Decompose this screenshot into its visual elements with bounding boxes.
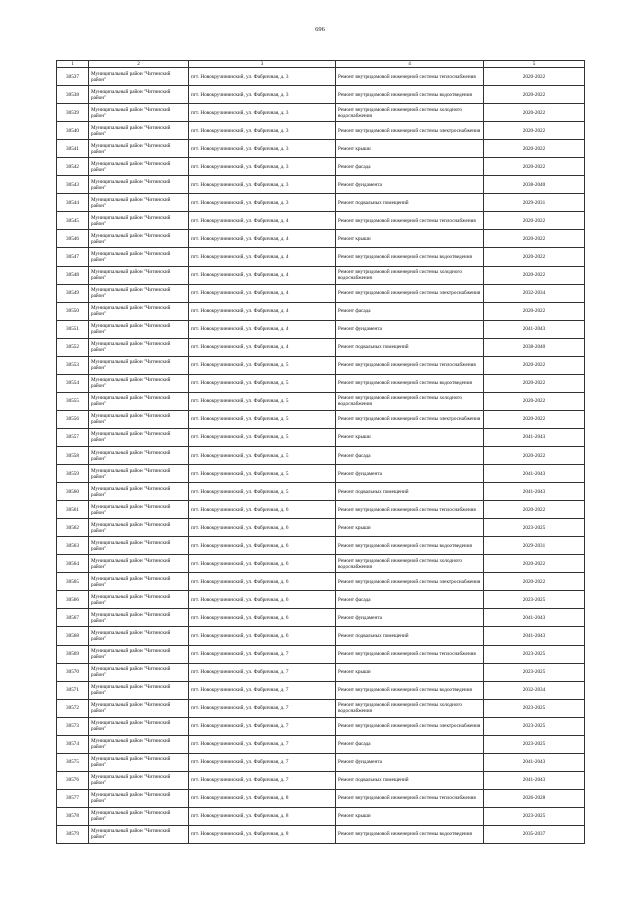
cell-addr: пгт. Новокручининский, ул. Фабричная, д. 4 xyxy=(189,320,336,338)
cell-years: 2020-2022 xyxy=(484,104,585,122)
cell-mun: Муниципальный район "Читинский район" xyxy=(89,320,189,338)
cell-years: 2020-2022 xyxy=(484,248,585,266)
cell-n: 30549 xyxy=(57,284,89,302)
cell-mun: Муниципальный район "Читинский район" xyxy=(89,609,189,627)
cell-work: Ремонт внутридомовой инженерной системы теплоснабжения xyxy=(336,789,484,807)
cell-years: 2023-2025 xyxy=(484,699,585,717)
cell-n: 30551 xyxy=(57,320,89,338)
cell-mun: Муниципальный район "Читинский район" xyxy=(89,230,189,248)
table-row xyxy=(57,573,585,591)
table-row xyxy=(57,356,585,374)
cell-addr: пгт. Новокручининский, ул. Фабричная, д. 5 xyxy=(189,356,336,374)
table-row xyxy=(57,789,585,807)
cell-addr: пгт. Новокручининский, ул. Фабричная, д. 3 xyxy=(189,140,336,158)
cell-n: 30542 xyxy=(57,158,89,176)
cell-years: 2020-2022 xyxy=(484,86,585,104)
cell-n: 30573 xyxy=(57,717,89,735)
cell-addr: пгт. Новокручининский, ул. Фабричная, д. 4 xyxy=(189,212,336,230)
cell-years: 2032-2034 xyxy=(484,681,585,699)
cell-addr: пгт. Новокручининский, ул. Фабричная, д. 7 xyxy=(189,735,336,753)
cell-addr: пгт. Новокручининский, ул. Фабричная, д. 7 xyxy=(189,699,336,717)
cell-addr: пгт. Новокручининский, ул. Фабричная, д. 6 xyxy=(189,591,336,609)
cell-years: 2020-2022 xyxy=(484,140,585,158)
cell-addr: пгт. Новокручининский, ул. Фабричная, д. 3 xyxy=(189,104,336,122)
cell-work: Ремонт внутридомовой инженерной системы холодного водоснабжения xyxy=(336,266,484,284)
cell-n: 30554 xyxy=(57,374,89,392)
cell-work: Ремонт фундамента xyxy=(336,753,484,771)
cell-years: 2020-2022 xyxy=(484,302,585,320)
cell-mun: Муниципальный район "Читинский район" xyxy=(89,645,189,663)
cell-n: 30560 xyxy=(57,483,89,501)
table-row xyxy=(57,645,585,663)
cell-mun: Муниципальный район "Читинский район" xyxy=(89,338,189,356)
cell-work: Ремонт внутридомовой инженерной системы теплоснабжения xyxy=(336,356,484,374)
table-row xyxy=(57,320,585,338)
table-row xyxy=(57,663,585,681)
cell-n: 30541 xyxy=(57,140,89,158)
cell-addr: пгт. Новокручининский, ул. Фабричная, д. 5 xyxy=(189,446,336,464)
cell-n: 30543 xyxy=(57,176,89,194)
cell-years: 2020-2022 xyxy=(484,555,585,573)
table-row xyxy=(57,338,585,356)
cell-work: Ремонт внутридомовой инженерной системы электроснабжения xyxy=(336,122,484,140)
cell-years: 2023-2025 xyxy=(484,717,585,735)
cell-addr: пгт. Новокручининский, ул. Фабричная, д. 4 xyxy=(189,284,336,302)
cell-addr: пгт. Новокручининский, ул. Фабричная, д. 4 xyxy=(189,302,336,320)
cell-mun: Муниципальный район "Читинский район" xyxy=(89,176,189,194)
cell-n: 30565 xyxy=(57,573,89,591)
table-row xyxy=(57,212,585,230)
cell-years: 2020-2022 xyxy=(484,501,585,519)
cell-mun: Муниципальный район "Читинский район" xyxy=(89,465,189,483)
cell-addr: пгт. Новокручининский, ул. Фабричная, д. 7 xyxy=(189,771,336,789)
cell-mun: Муниципальный район "Читинский район" xyxy=(89,519,189,537)
cell-mun: Муниципальный район "Читинский район" xyxy=(89,627,189,645)
cell-addr: пгт. Новокручининский, ул. Фабричная, д. 5 xyxy=(189,465,336,483)
cell-mun: Муниципальный район "Читинский район" xyxy=(89,537,189,555)
cell-years: 2020-2022 xyxy=(484,356,585,374)
column-header: 5 xyxy=(484,61,585,68)
cell-addr: пгт. Новокручининский, ул. Фабричная, д. 5 xyxy=(189,410,336,428)
cell-years: 2038-2040 xyxy=(484,338,585,356)
cell-mun: Муниципальный район "Читинский район" xyxy=(89,771,189,789)
cell-work: Ремонт подвальных помещений xyxy=(336,483,484,501)
table-row xyxy=(57,230,585,248)
table-row xyxy=(57,627,585,645)
cell-n: 30569 xyxy=(57,645,89,663)
cell-mun: Муниципальный район "Читинский район" xyxy=(89,374,189,392)
table-row xyxy=(57,753,585,771)
cell-n: 30576 xyxy=(57,771,89,789)
cell-addr: пгт. Новокручининский, ул. Фабричная, д. 3 xyxy=(189,86,336,104)
cell-addr: пгт. Новокручининский, ул. Фабричная, д. 6 xyxy=(189,519,336,537)
cell-work: Ремонт внутридомовой инженерной системы водоотведения xyxy=(336,248,484,266)
cell-addr: пгт. Новокручининский, ул. Фабричная, д. 5 xyxy=(189,428,336,446)
cell-mun: Муниципальный район "Читинский район" xyxy=(89,140,189,158)
cell-addr: пгт. Новокручининский, ул. Фабричная, д. 6 xyxy=(189,609,336,627)
table-row xyxy=(57,248,585,266)
cell-n: 30537 xyxy=(57,68,89,86)
cell-n: 30562 xyxy=(57,519,89,537)
table-row xyxy=(57,284,585,302)
cell-years: 2041-2043 xyxy=(484,609,585,627)
cell-years: 2041-2043 xyxy=(484,428,585,446)
cell-mun: Муниципальный район "Читинский район" xyxy=(89,825,189,843)
cell-work: Ремонт внутридомовой инженерной системы холодного водоснабжения xyxy=(336,699,484,717)
table-row xyxy=(57,537,585,555)
cell-n: 30563 xyxy=(57,537,89,555)
table-row xyxy=(57,374,585,392)
cell-n: 30546 xyxy=(57,230,89,248)
cell-years: 2023-2025 xyxy=(484,519,585,537)
cell-addr: пгт. Новокручининский, ул. Фабричная, д. 7 xyxy=(189,717,336,735)
table-row xyxy=(57,735,585,753)
cell-addr: пгт. Новокручининский, ул. Фабричная, д. 8 xyxy=(189,789,336,807)
cell-work: Ремонт внутридомовой инженерной системы водоотведения xyxy=(336,86,484,104)
column-header: 3 xyxy=(189,61,336,68)
table-body xyxy=(57,68,585,844)
cell-addr: пгт. Новокручининский, ул. Фабричная, д. 7 xyxy=(189,663,336,681)
cell-years: 2038-2040 xyxy=(484,176,585,194)
table-row xyxy=(57,428,585,446)
cell-work: Ремонт фасада xyxy=(336,158,484,176)
cell-mun: Муниципальный район "Читинский район" xyxy=(89,681,189,699)
cell-n: 30544 xyxy=(57,194,89,212)
cell-addr: пгт. Новокручининский, ул. Фабричная, д. 4 xyxy=(189,230,336,248)
table-row xyxy=(57,825,585,843)
column-header: 1 xyxy=(57,61,89,68)
cell-mun: Муниципальный район "Читинский район" xyxy=(89,212,189,230)
cell-mun: Муниципальный район "Читинский район" xyxy=(89,735,189,753)
cell-work: Ремонт внутридомовой инженерной системы электроснабжения xyxy=(336,717,484,735)
cell-addr: пгт. Новокручининский, ул. Фабричная, д. 3 xyxy=(189,176,336,194)
cell-work: Ремонт внутридомовой инженерной системы холодного водоснабжения xyxy=(336,104,484,122)
table-row xyxy=(57,807,585,825)
table-row xyxy=(57,591,585,609)
cell-addr: пгт. Новокручининский, ул. Фабричная, д. 4 xyxy=(189,266,336,284)
cell-n: 30579 xyxy=(57,825,89,843)
table-row xyxy=(57,519,585,537)
cell-mun: Муниципальный район "Читинский район" xyxy=(89,68,189,86)
cell-years: 2035-2037 xyxy=(484,825,585,843)
cell-addr: пгт. Новокручининский, ул. Фабричная, д. 5 xyxy=(189,374,336,392)
cell-addr: пгт. Новокручининский, ул. Фабричная, д. 3 xyxy=(189,158,336,176)
cell-addr: пгт. Новокручининский, ул. Фабричная, д. 5 xyxy=(189,483,336,501)
cell-mun: Муниципальный район "Читинский район" xyxy=(89,789,189,807)
cell-n: 30578 xyxy=(57,807,89,825)
cell-years: 2023-2025 xyxy=(484,663,585,681)
cell-years: 2041-2043 xyxy=(484,465,585,483)
cell-years: 2041-2043 xyxy=(484,627,585,645)
table-row xyxy=(57,140,585,158)
cell-work: Ремонт фасада xyxy=(336,302,484,320)
cell-years: 2020-2022 xyxy=(484,410,585,428)
column-header: 2 xyxy=(89,61,189,68)
cell-mun: Муниципальный район "Читинский район" xyxy=(89,591,189,609)
cell-mun: Муниципальный район "Читинский район" xyxy=(89,807,189,825)
cell-n: 30557 xyxy=(57,428,89,446)
cell-mun: Муниципальный район "Читинский район" xyxy=(89,410,189,428)
cell-mun: Муниципальный район "Читинский район" xyxy=(89,483,189,501)
cell-mun: Муниципальный район "Читинский район" xyxy=(89,717,189,735)
cell-n: 30548 xyxy=(57,266,89,284)
cell-years: 2032-2034 xyxy=(484,284,585,302)
cell-years: 2041-2043 xyxy=(484,753,585,771)
cell-addr: пгт. Новокручининский, ул. Фабричная, д. 6 xyxy=(189,573,336,591)
cell-years: 2023-2025 xyxy=(484,645,585,663)
cell-work: Ремонт внутридомовой инженерной системы теплоснабжения xyxy=(336,645,484,663)
cell-years: 2020-2022 xyxy=(484,266,585,284)
cell-mun: Муниципальный район "Читинский район" xyxy=(89,122,189,140)
cell-mun: Муниципальный район "Читинский район" xyxy=(89,428,189,446)
cell-work: Ремонт крыши xyxy=(336,519,484,537)
table-row xyxy=(57,68,585,86)
cell-mun: Муниципальный район "Читинский район" xyxy=(89,663,189,681)
cell-mun: Муниципальный район "Читинский район" xyxy=(89,699,189,717)
cell-mun: Муниципальный район "Читинский район" xyxy=(89,284,189,302)
page-number: 696 xyxy=(315,26,325,33)
cell-work: Ремонт внутридомовой инженерной системы холодного водоснабжения xyxy=(336,392,484,410)
cell-mun: Муниципальный район "Читинский район" xyxy=(89,753,189,771)
table-row xyxy=(57,392,585,410)
table-row xyxy=(57,609,585,627)
cell-work: Ремонт фасада xyxy=(336,735,484,753)
cell-n: 30566 xyxy=(57,591,89,609)
table-row xyxy=(57,122,585,140)
cell-addr: пгт. Новокручининский, ул. Фабричная, д. 8 xyxy=(189,807,336,825)
cell-work: Ремонт фасада xyxy=(336,446,484,464)
table-row xyxy=(57,158,585,176)
cell-n: 30540 xyxy=(57,122,89,140)
cell-work: Ремонт крыши xyxy=(336,663,484,681)
cell-years: 2020-2022 xyxy=(484,212,585,230)
table-row xyxy=(57,771,585,789)
cell-n: 30574 xyxy=(57,735,89,753)
cell-n: 30556 xyxy=(57,410,89,428)
table-row xyxy=(57,410,585,428)
cell-n: 30553 xyxy=(57,356,89,374)
cell-years: 2041-2043 xyxy=(484,771,585,789)
cell-years: 2026-2028 xyxy=(484,789,585,807)
cell-years: 2020-2022 xyxy=(484,446,585,464)
cell-work: Ремонт внутридомовой инженерной системы водоотведения xyxy=(336,374,484,392)
cell-mun: Муниципальный район "Читинский район" xyxy=(89,86,189,104)
cell-years: 2020-2022 xyxy=(484,573,585,591)
cell-work: Ремонт внутридомовой инженерной системы электроснабжения xyxy=(336,410,484,428)
cell-addr: пгт. Новокручининский, ул. Фабричная, д. 8 xyxy=(189,825,336,843)
cell-n: 30550 xyxy=(57,302,89,320)
cell-n: 30545 xyxy=(57,212,89,230)
table-row xyxy=(57,681,585,699)
table-header xyxy=(57,61,585,68)
cell-years: 2020-2022 xyxy=(484,122,585,140)
cell-n: 30572 xyxy=(57,699,89,717)
cell-work: Ремонт внутридомовой инженерной системы теплоснабжения xyxy=(336,501,484,519)
table-row xyxy=(57,194,585,212)
cell-mun: Муниципальный район "Читинский район" xyxy=(89,266,189,284)
cell-years: 2029-2031 xyxy=(484,537,585,555)
table-row xyxy=(57,176,585,194)
cell-n: 30571 xyxy=(57,681,89,699)
cell-work: Ремонт подвальных помещений xyxy=(336,194,484,212)
cell-work: Ремонт внутридомовой инженерной системы водоотведения xyxy=(336,681,484,699)
cell-n: 30538 xyxy=(57,86,89,104)
cell-mun: Муниципальный район "Читинский район" xyxy=(89,392,189,410)
cell-years: 2020-2022 xyxy=(484,230,585,248)
cell-work: Ремонт подвальных помещений xyxy=(336,627,484,645)
cell-work: Ремонт внутридомовой инженерной системы электроснабжения xyxy=(336,573,484,591)
cell-n: 30567 xyxy=(57,609,89,627)
cell-addr: пгт. Новокручининский, ул. Фабричная, д. 7 xyxy=(189,681,336,699)
cell-n: 30561 xyxy=(57,501,89,519)
table-row xyxy=(57,717,585,735)
cell-addr: пгт. Новокручининский, ул. Фабричная, д. 4 xyxy=(189,338,336,356)
cell-years: 2020-2022 xyxy=(484,392,585,410)
cell-n: 30559 xyxy=(57,465,89,483)
table-row xyxy=(57,104,585,122)
cell-mun: Муниципальный район "Читинский район" xyxy=(89,248,189,266)
cell-work: Ремонт подвальных помещений xyxy=(336,771,484,789)
cell-years: 2023-2025 xyxy=(484,591,585,609)
cell-n: 30555 xyxy=(57,392,89,410)
cell-work: Ремонт крыши xyxy=(336,807,484,825)
cell-n: 30570 xyxy=(57,663,89,681)
cell-addr: пгт. Новокручининский, ул. Фабричная, д. 6 xyxy=(189,537,336,555)
cell-mun: Муниципальный район "Читинский район" xyxy=(89,573,189,591)
cell-work: Ремонт фундамента xyxy=(336,465,484,483)
cell-years: 2023-2025 xyxy=(484,807,585,825)
cell-years: 2041-2043 xyxy=(484,483,585,501)
cell-addr: пгт. Новокручининский, ул. Фабричная, д. 3 xyxy=(189,194,336,212)
table-row xyxy=(57,501,585,519)
table-row xyxy=(57,699,585,717)
cell-mun: Муниципальный район "Читинский район" xyxy=(89,356,189,374)
cell-work: Ремонт фундамента xyxy=(336,320,484,338)
cell-addr: пгт. Новокручининский, ул. Фабричная, д. 6 xyxy=(189,501,336,519)
cell-mun: Муниципальный район "Читинский район" xyxy=(89,104,189,122)
cell-n: 30575 xyxy=(57,753,89,771)
cell-addr: пгт. Новокручининский, ул. Фабричная, д. 7 xyxy=(189,645,336,663)
column-header: 4 xyxy=(336,61,484,68)
cell-mun: Муниципальный район "Читинский район" xyxy=(89,446,189,464)
cell-addr: пгт. Новокручининский, ул. Фабричная, д. 7 xyxy=(189,753,336,771)
cell-addr: пгт. Новокручининский, ул. Фабричная, д. 5 xyxy=(189,392,336,410)
cell-mun: Муниципальный район "Читинский район" xyxy=(89,555,189,573)
cell-work: Ремонт внутридомовой инженерной системы водоотведения xyxy=(336,825,484,843)
cell-n: 30558 xyxy=(57,446,89,464)
table-row xyxy=(57,555,585,573)
cell-n: 30539 xyxy=(57,104,89,122)
cell-mun: Муниципальный район "Читинский район" xyxy=(89,158,189,176)
cell-n: 30552 xyxy=(57,338,89,356)
table-row xyxy=(57,483,585,501)
table-row xyxy=(57,302,585,320)
cell-n: 30577 xyxy=(57,789,89,807)
cell-years: 2020-2022 xyxy=(484,158,585,176)
cell-work: Ремонт фундамента xyxy=(336,176,484,194)
table-row xyxy=(57,266,585,284)
cell-n: 30547 xyxy=(57,248,89,266)
cell-n: 30568 xyxy=(57,627,89,645)
cell-years: 2020-2022 xyxy=(484,374,585,392)
table-row xyxy=(57,86,585,104)
cell-years: 2041-2043 xyxy=(484,320,585,338)
cell-work: Ремонт крыши xyxy=(336,230,484,248)
cell-work: Ремонт фундамента xyxy=(336,609,484,627)
cell-work: Ремонт внутридомовой инженерной системы электроснабжения xyxy=(336,284,484,302)
cell-work: Ремонт крыши xyxy=(336,428,484,446)
cell-mun: Муниципальный район "Читинский район" xyxy=(89,501,189,519)
cell-work: Ремонт фасада xyxy=(336,591,484,609)
cell-addr: пгт. Новокручининский, ул. Фабричная, д. 6 xyxy=(189,555,336,573)
cell-work: Ремонт внутридомовой инженерной системы теплоснабжения xyxy=(336,212,484,230)
capital-repair-table xyxy=(56,60,585,844)
cell-addr: пгт. Новокручининский, ул. Фабричная, д. 3 xyxy=(189,122,336,140)
cell-years: 2020-2022 xyxy=(484,68,585,86)
cell-work: Ремонт внутридомовой инженерной системы холодного водоснабжения xyxy=(336,555,484,573)
table-row xyxy=(57,465,585,483)
cell-n: 30564 xyxy=(57,555,89,573)
cell-mun: Муниципальный район "Читинский район" xyxy=(89,194,189,212)
table-row xyxy=(57,446,585,464)
cell-work: Ремонт крыши xyxy=(336,140,484,158)
cell-addr: пгт. Новокручининский, ул. Фабричная, д. 4 xyxy=(189,248,336,266)
cell-mun: Муниципальный район "Читинский район" xyxy=(89,302,189,320)
cell-addr: пгт. Новокручининский, ул. Фабричная, д. 6 xyxy=(189,627,336,645)
cell-work: Ремонт подвальных помещений xyxy=(336,338,484,356)
cell-years: 2023-2025 xyxy=(484,735,585,753)
cell-work: Ремонт внутридомовой инженерной системы теплоснабжения xyxy=(336,68,484,86)
cell-work: Ремонт внутридомовой инженерной системы водоотведения xyxy=(336,537,484,555)
cell-years: 2029-2031 xyxy=(484,194,585,212)
cell-addr: пгт. Новокручининский, ул. Фабричная, д. 3 xyxy=(189,68,336,86)
